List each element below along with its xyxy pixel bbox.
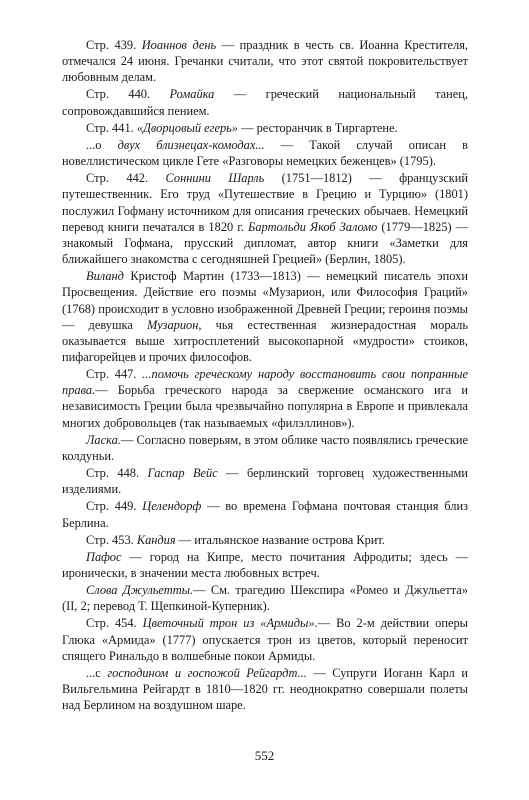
- note-text: — во времена Гофмана почтовая станция близ Берлина.: [62, 499, 468, 530]
- note-text: — Супруги Иоганн Карл и Вильгельмина Рейгардт в 1810—1820 гг. неоднократно совершали полеты над Берлином на воздушном шаре.: [62, 665, 468, 713]
- note-term: Виланд: [86, 269, 124, 284]
- note-paragraph: [62, 532, 468, 548]
- note-paragraph: [62, 498, 468, 530]
- note-term: Целендорф: [142, 499, 202, 514]
- note-text: — город на Кипре, место почитания Афродиты; здесь — иронически, в значении места любовных встреч.: [62, 549, 468, 580]
- note-text: — праздник в честь св. Иоанна Крестителя, отмечался 24 июня. Гречанки считали, что этот святой покровительствует любовным делам.: [62, 38, 468, 85]
- note-text: — ресторанчик в Тиргартене.: [238, 120, 398, 135]
- note-term: Кандия: [136, 532, 176, 547]
- note-paragraph: [62, 665, 468, 713]
- note-paragraph: [62, 465, 468, 497]
- note-text: Кристоф Мартин (1733—1813) — немецкий писатель эпохи Просвещения. Действие его поэмы «Музарион, или Философия Граций» (1768) происходит в условно изображенной Древней Греции; героиня поэмы — девушка: [62, 269, 468, 332]
- note-text: (1779—1825) — знакомый Гофмана, прусский дипломат, автор книги «Заметки для ближайшего знакомства с сегодняшней Грецией» (Берлин, 1805).: [62, 219, 469, 267]
- note-paragraph: [62, 170, 468, 267]
- note-text: — итальянское название острова Крит.: [175, 532, 386, 547]
- note-paragraph: [62, 582, 468, 614]
- note-text: Стр. 440.: [86, 87, 170, 102]
- note-text: Стр. 454.: [86, 616, 143, 631]
- note-text: Стр. 439.: [86, 38, 142, 52]
- note-text: — Во 2-м действии оперы Глюка «Армида» (1777) опускается трон из цветов, который переносит спящего Ринальдо в волшебные покои Армиды.: [62, 616, 468, 663]
- note-text: — Согласно поверьям, в этом облике часто появлялись греческие колдуньи.: [62, 432, 468, 463]
- note-text: — берлинский торговец художественными изделиями.: [62, 466, 469, 497]
- note-text: — Такой случай описан в новеллистическом цикле Гете «Разговоры немецких беженцев» (1795).: [62, 137, 468, 169]
- note-paragraph: [62, 366, 468, 431]
- note-term: Пафос: [86, 549, 122, 564]
- note-text: — Борьба греческого народа за свержение османского ига и независимость Греции была чрезвычайно популярна в Европе и привлекала многих добровольцев (так называемых «филэллинов»).: [62, 383, 468, 430]
- note-text: ...с: [86, 665, 108, 680]
- note-term: ...помочь греческому народу восстановить свои попранные права.: [62, 367, 468, 398]
- note-text: , чья естественная жизнерадостная мораль оказывается выше хитросплетений высокопарной «мудрости» стоиков, пифагорейцев и прочих философов.: [62, 317, 468, 364]
- note-term: Цветочный трон из «Армиды».: [142, 616, 318, 631]
- note-text: Стр. 441.: [86, 120, 137, 135]
- note-text: Стр. 442.: [86, 171, 166, 186]
- note-term: Музарион: [146, 317, 199, 332]
- note-term: Соннини Шарль: [165, 171, 265, 186]
- note-text: Стр. 449.: [86, 499, 143, 514]
- notes-body: [62, 36, 468, 713]
- note-paragraph: [62, 137, 468, 169]
- note-paragraph: [62, 37, 468, 85]
- note-text: — См. трагедию Шекспира «Ромео и Джульетта» (II, 2; перевод Т. Щепкиной-Куперник).: [62, 583, 468, 614]
- note-term: Бартольди Якоб Заломо: [248, 219, 378, 234]
- note-text: Стр. 447.: [86, 367, 143, 382]
- note-text: (1751—1812) — французский путешественник. Его труд «Путешествие в Грецию и Турцию» (1801) послужил Гофману источником для описания греческих обычаев. Немецкий перевод книги печатался в 1820 г.: [62, 171, 469, 234]
- note-text: Стр. 448.: [86, 466, 148, 481]
- note-term: Гаспар Вейс: [147, 466, 218, 481]
- note-paragraph: [62, 549, 468, 581]
- note-paragraph: [62, 120, 468, 136]
- page-number: 552: [254, 748, 275, 763]
- note-term: Ромайка: [169, 87, 215, 102]
- note-term: Ласка.: [86, 432, 121, 447]
- note-text: Стр. 453.: [86, 532, 137, 547]
- note-term: Иоаннов день: [141, 38, 217, 52]
- note-term: Слова Джульетты.: [86, 583, 194, 598]
- note-text: — греческий национальный танец, сопровождавшийся пением.: [62, 87, 469, 118]
- note-paragraph: [62, 268, 468, 365]
- note-term: «Дворцовый егерь»: [136, 120, 238, 135]
- note-term: двух близнецах-комодах...: [117, 137, 265, 152]
- note-term: господином и госпожой Рейгардт...: [107, 665, 307, 680]
- note-paragraph: [62, 432, 468, 464]
- note-paragraph: [62, 86, 468, 118]
- note-text: ...о: [86, 137, 118, 152]
- note-paragraph: [62, 615, 468, 663]
